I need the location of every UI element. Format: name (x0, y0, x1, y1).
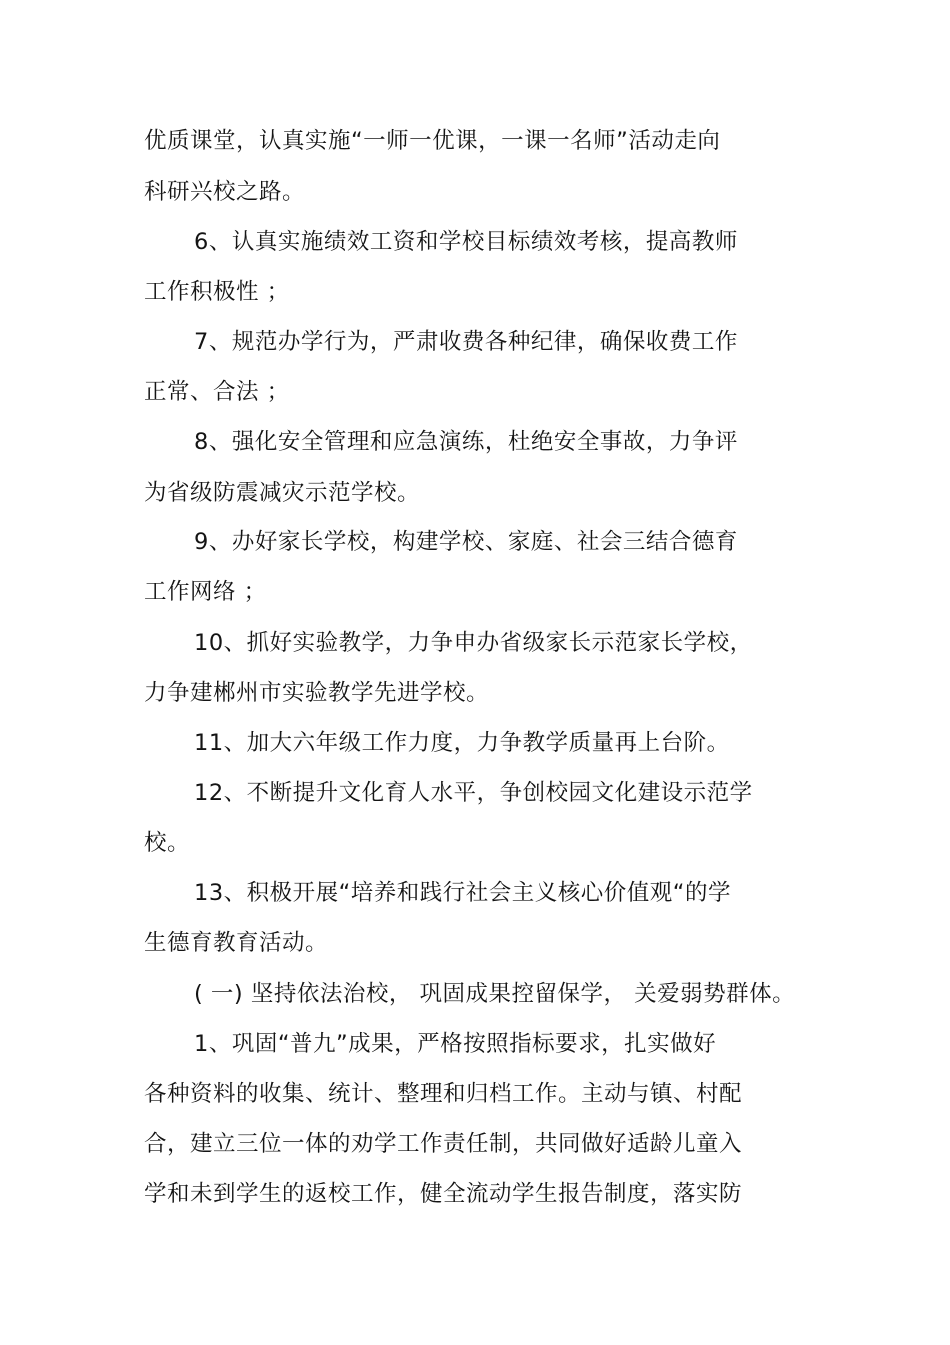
text-line: 12、不断提升文化育人水平，争创校园文化建设示范学 (194, 780, 753, 806)
text-line: 6、认真实施绩效工资和学校目标绩效考核，提高教师 (194, 229, 738, 255)
text-line: 为省级防震减灾示范学校。 (144, 480, 421, 506)
text-line: 7、规范办学行为，严肃收费各种纪律，确保收费工作 (194, 329, 738, 355)
text-line: ( 一) 坚持依法治校， 巩固成果控留保学， 关爱弱势群体。 (194, 981, 796, 1007)
text-line: 科研兴校之路。 (144, 179, 306, 205)
text-line: 正常、合法 ； (144, 379, 290, 405)
text-line: 8、强化安全管理和应急演练，杜绝安全事故，力争评 (194, 429, 738, 455)
text-line: 各种资料的收集、统计、整理和归档工作。主动与镇、村配 (144, 1081, 743, 1107)
text-line: 13、积极开展“培养和践行社会主义核心价值观“的学 (194, 880, 731, 906)
text-line: 校。 (144, 830, 191, 856)
text-line: 工作积极性 ； (144, 279, 290, 305)
text-line: 合，建立三位一体的劝学工作责任制，共同做好适龄儿童入 (144, 1131, 743, 1157)
text-line: 生德育教育活动。 (144, 930, 329, 956)
text-line: 1、巩固“普九”成果，严格按照指标要求，扎实做好 (194, 1031, 717, 1057)
text-line: 11、加大六年级工作力度，力争教学质量再上台阶。 (194, 730, 730, 756)
text-line: 9、办好家长学校，构建学校、家庭、社会三结合德育 (194, 529, 738, 555)
text-line: 学和未到学生的返校工作，健全流动学生报告制度，落实防 (144, 1181, 743, 1207)
text-line: 工作网络 ； (144, 579, 267, 605)
text-line: 优质课堂，认真实施“一师一优课，一课一名师”活动走向 (144, 128, 721, 154)
text-line: 力争建郴州市实验教学先进学校。 (144, 680, 490, 706)
text-line: 10、抓好实验教学，力争申办省级家长示范家长学校， (194, 630, 753, 656)
